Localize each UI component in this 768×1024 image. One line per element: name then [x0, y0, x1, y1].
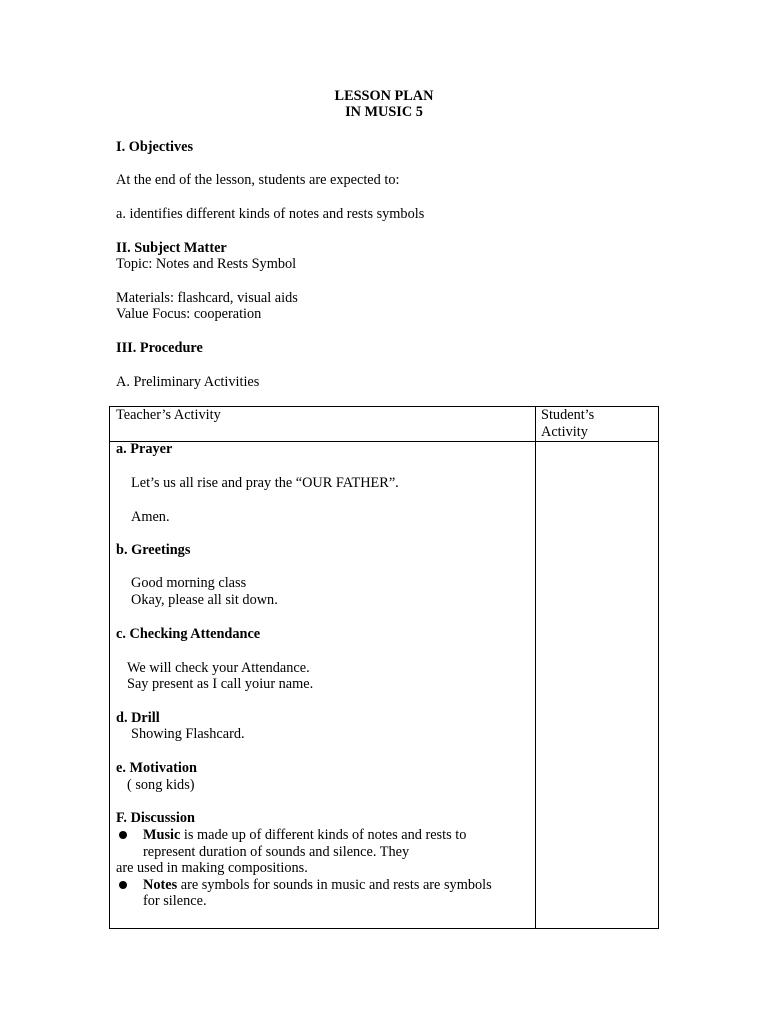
prayer-heading: a. Prayer [116, 441, 173, 457]
bullet-2-line-1 [143, 877, 492, 894]
col-header-student-2: Activity [541, 424, 588, 440]
procedure-heading: III. Procedure [116, 340, 203, 356]
title-line-2: IN MUSIC 5 [345, 104, 423, 120]
bullet-icon [119, 831, 127, 839]
bullet-2-line-2: for silence. [143, 893, 207, 909]
bullet-icon [119, 881, 127, 889]
bullet-1-text: is made up of different kinds of notes and rests to [180, 827, 467, 843]
col-header-student-1: Student’s [541, 407, 595, 423]
subject-topic: Topic: Notes and Rests Symbol [116, 256, 297, 272]
discussion-heading: F. Discussion [116, 810, 195, 826]
bullet-1-line-3: are used in making compositions. [116, 860, 308, 876]
objectives-intro: At the end of the lesson, students are expected to: [116, 172, 400, 188]
attendance-line-2: Say present as I call yoiur name. [127, 676, 314, 692]
greetings-line-1: Good morning class [131, 575, 247, 591]
title-line-1: LESSON PLAN [334, 88, 434, 104]
greetings-heading: b. Greetings [116, 542, 191, 558]
prayer-text: Let’s us all rise and pray the “OUR FATHER”. [131, 475, 399, 491]
header-divider [110, 441, 658, 442]
activity-table [109, 406, 659, 929]
motivation-text: ( song kids) [127, 777, 195, 793]
motivation-heading: e. Motivation [116, 760, 197, 776]
col-header-teacher: Teacher’s Activity [116, 407, 221, 423]
prayer-amen: Amen. [131, 509, 170, 525]
bullet-1-line-2: represent duration of sounds and silence. They [143, 844, 410, 860]
drill-heading: d. Drill [116, 710, 160, 726]
drill-text: Showing Flashcard. [131, 726, 245, 742]
objective-item-a: a. identifies different kinds of notes and rests symbols [116, 206, 425, 222]
subject-value-focus: Value Focus: cooperation [116, 306, 262, 322]
attendance-line-1: We will check your Attendance. [127, 660, 310, 676]
bullet-1-line-1 [143, 827, 466, 844]
preliminary-activities: A. Preliminary Activities [116, 374, 260, 390]
subject-matter-heading: II. Subject Matter [116, 240, 227, 256]
bullet-2-keyword: Notes [143, 877, 178, 893]
attendance-heading: c. Checking Attendance [116, 626, 261, 642]
bullet-2-text: are symbols for sounds in music and rests are symbols [177, 877, 492, 893]
bullet-1-keyword: Music [143, 827, 181, 843]
column-divider [535, 407, 536, 928]
objectives-heading: I. Objectives [116, 139, 194, 155]
subject-materials: Materials: flashcard, visual aids [116, 290, 298, 306]
greetings-line-2: Okay, please all sit down. [131, 592, 278, 608]
